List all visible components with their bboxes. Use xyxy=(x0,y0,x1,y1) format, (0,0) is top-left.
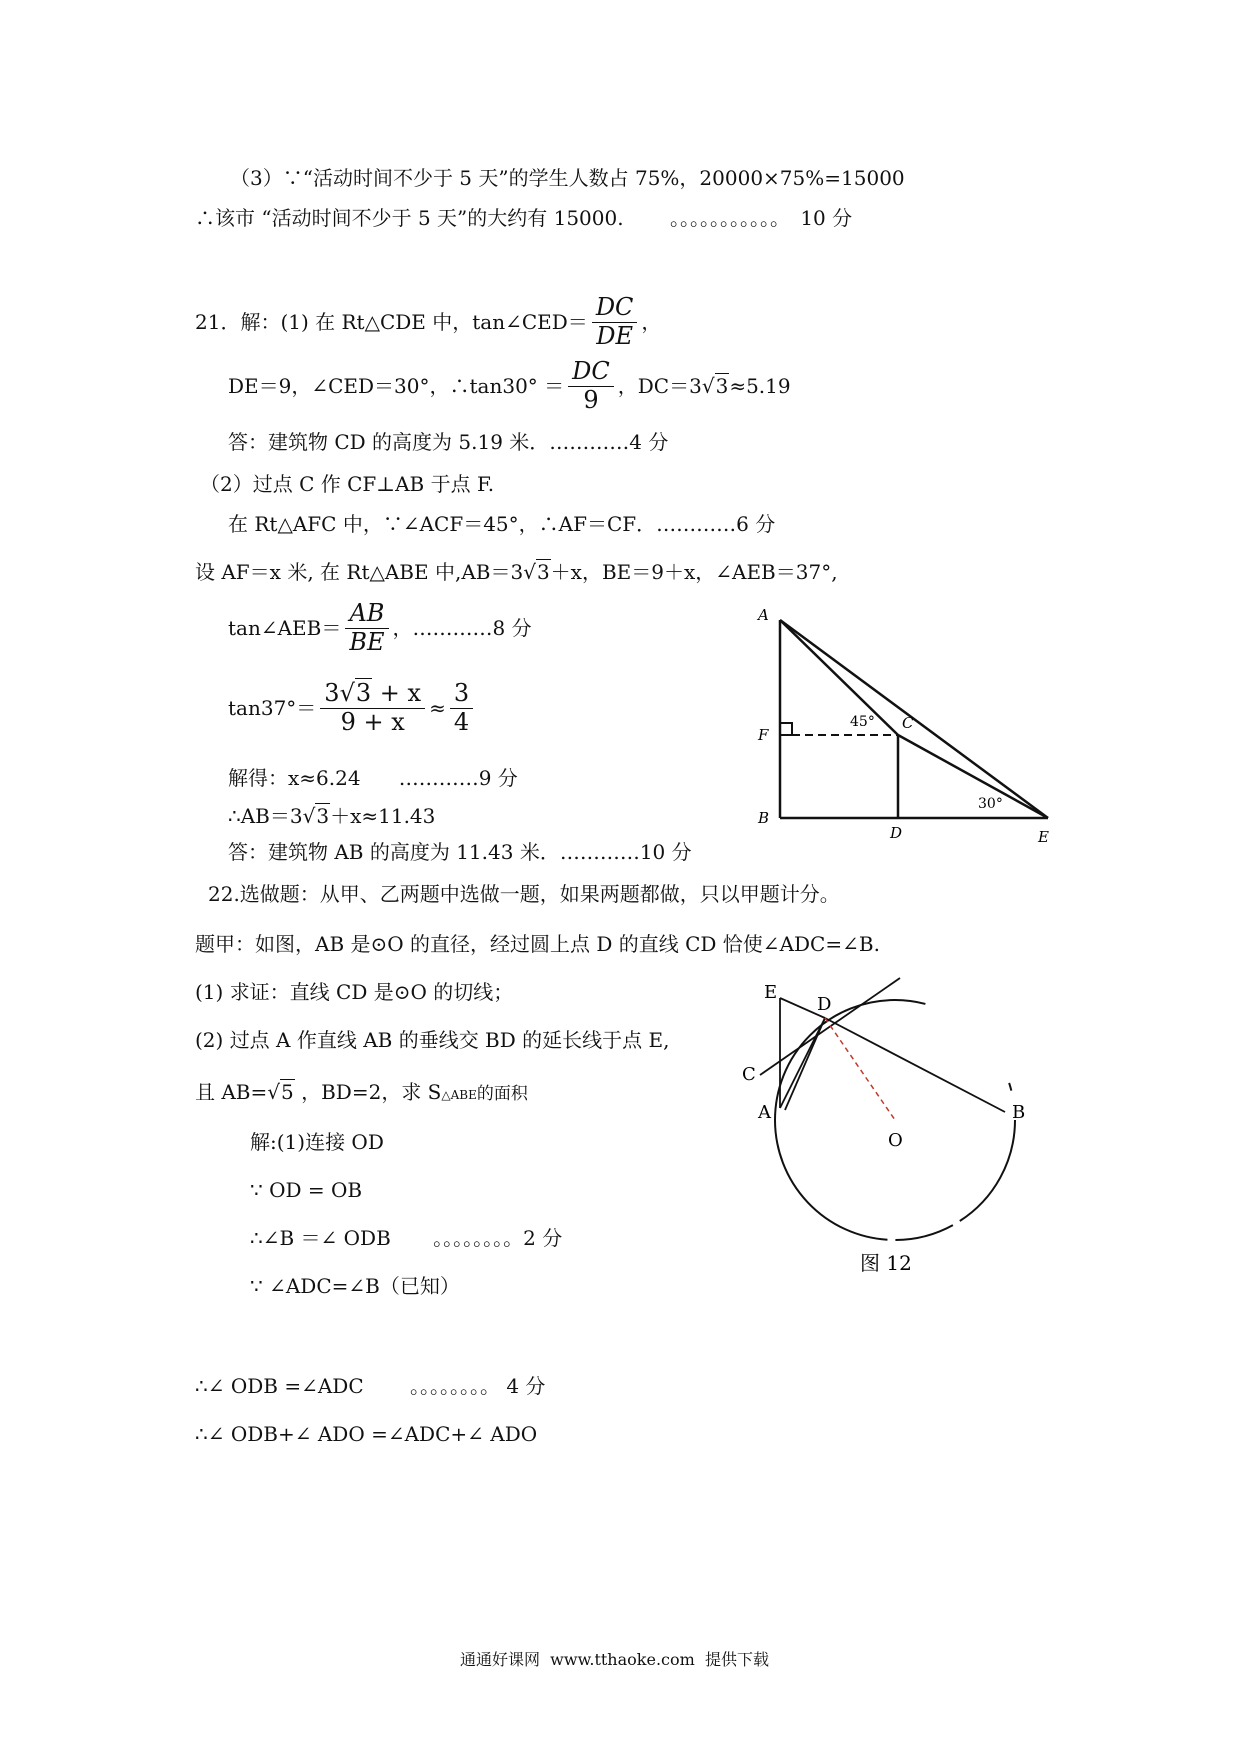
q21-line2-mid: ，DC＝3 xyxy=(617,374,702,399)
q22-intro: 22.选做题：从甲、乙两题中选做一题，如果两题都做，只以甲题计分。 xyxy=(208,882,840,906)
q21-label-c: C xyxy=(902,714,914,732)
q21-line1-pre: 21．解：(1) 在 Rt△CDE 中，tan∠CED＝ xyxy=(195,310,588,335)
q22-step6: ∴∠ ODB+∠ ADO =∠ADC+∠ ADO xyxy=(195,1422,538,1446)
q22-step5-text: ∴∠ ODB =∠ADC xyxy=(195,1374,364,1398)
part3-dots: 。。。。。。。。。。。 xyxy=(669,206,790,230)
q22-figure xyxy=(730,970,1050,1280)
q21-sqrt-3-a: √3 xyxy=(701,374,729,399)
q22-caption: 图 12 xyxy=(860,1251,912,1275)
q22-label-o: O xyxy=(888,1130,903,1151)
q21-line6-post: ＋x，BE＝9＋x，∠AEB＝37°, xyxy=(550,560,838,584)
q21-angle-30: 30° xyxy=(978,796,1003,812)
q22-sub3-mid: ，BD=2，求 S xyxy=(294,1080,442,1104)
q22-sub3-pre: 且 AB= xyxy=(195,1080,268,1104)
page-footer: 通通好课网 www.tthaoke.com 提供下载 xyxy=(460,1650,769,1669)
q22-sub3-post: 的面积 xyxy=(476,1084,528,1104)
q22-sqrt-5-rad: 5 xyxy=(281,1080,294,1104)
q21-sqrt-3-c-rad: 3 xyxy=(355,679,372,707)
q22-label-c: C xyxy=(742,1064,756,1085)
q22-label-e: E xyxy=(764,982,778,1003)
q21-line5: 在 Rt△AFC 中，∵∠ACF＝45°，∴AF＝CF．…………6 分 xyxy=(228,512,776,536)
q22-sub3 xyxy=(195,1082,528,1103)
q21-label-a: A xyxy=(758,606,769,624)
q22-step3 xyxy=(250,1228,562,1248)
q21-frac-dc-9-den: 9 xyxy=(583,385,599,414)
q22-step5 xyxy=(195,1376,545,1396)
q21-line-ce xyxy=(898,735,1048,818)
q21-frac-tan37-num xyxy=(320,680,425,709)
q21-sqrt-3-d: √3 xyxy=(302,804,330,828)
q21-line8-approx: ≈ xyxy=(429,696,446,721)
q21-line7-pre: tan∠AEB＝ xyxy=(228,616,342,641)
q22-sub1: (1) 求证：直线 CD 是⊙O 的切线； xyxy=(195,980,514,1004)
q22-line-od-dashed xyxy=(825,1018,895,1120)
q22-step3-text: ∴∠B ＝∠ ODB xyxy=(250,1226,391,1250)
q21-label-e: E xyxy=(1038,828,1049,846)
q21-right-angle-mark xyxy=(780,723,792,735)
q21-line6 xyxy=(195,562,838,582)
q21-line10 xyxy=(228,806,435,826)
q21-line9: 解得：x≈6.24 …………9 分 xyxy=(228,766,518,790)
q21-label-d: D xyxy=(890,824,903,842)
part3-line2-text: ∴该市 “活动时间不少于 5 天”的大约有 15000. xyxy=(195,206,624,230)
q21-label-f: F xyxy=(758,726,769,744)
q21-frac-tan37 xyxy=(320,680,425,736)
q21-frac-3-4-den: 4 xyxy=(453,707,470,736)
part3-score: 10 分 xyxy=(800,206,853,230)
q21-sqrt-3-a-rad: 3 xyxy=(715,374,729,399)
q21-frac-dc-de-den: DE xyxy=(596,321,633,350)
q22-step2: ∵ OD = OB xyxy=(250,1178,363,1202)
q21-line2 xyxy=(228,358,791,414)
q21-frac-ab-be xyxy=(345,600,388,656)
q21-sqrt-3-b-rad: 3 xyxy=(536,560,550,584)
q21-line2-post: ≈5.19 xyxy=(729,374,791,399)
q21-line3: 答：建筑物 CD 的高度为 5.19 米．…………4 分 xyxy=(228,430,669,454)
q22-sub3-sub: △ABE xyxy=(441,1088,477,1102)
q22-label-d: D xyxy=(817,994,832,1015)
part3-line2 xyxy=(195,208,852,228)
q21-frac-dc-9 xyxy=(568,358,614,414)
q21-line7 xyxy=(228,600,532,656)
q21-frac-dc-de xyxy=(592,294,638,350)
q21-frac-dc-9-num: DC xyxy=(568,358,614,387)
q21-line7-post: ，…………8 分 xyxy=(392,616,532,641)
q21-frac-3-4-num: 3 xyxy=(450,680,473,709)
q21-frac-tan37-num-b: + x xyxy=(372,679,422,707)
q21-sqrt-3-c: √3 xyxy=(339,679,372,707)
part3-line1: （3）∵“活动时间不少于 5 天”的学生人数占 75%，20000×75%=15000 xyxy=(230,166,905,190)
q21-sqrt-3-b: √3 xyxy=(523,560,550,584)
q21-frac-ab-be-den: BE xyxy=(349,627,385,656)
q21-line10-post: ＋x≈11.43 xyxy=(330,804,436,828)
q22-step5-dots: 。。。。。。。。 4 分 xyxy=(409,1374,546,1398)
q21-line-ae xyxy=(780,620,1048,818)
q21-line8-pre: tan37°＝ xyxy=(228,696,317,721)
q21-frac-ab-be-num: AB xyxy=(345,600,388,629)
q22-stem: 题甲：如图，AB 是⊙O 的直径，经过圆上点 D 的直线 CD 恰使∠ADC=∠B. xyxy=(195,932,880,956)
q22-sub2: (2) 过点 A 作直线 AB 的垂线交 BD 的延长线于点 E, xyxy=(195,1028,670,1052)
q21-line6-pre: 设 AF＝x 米, 在 Rt△ABE 中,AB＝3 xyxy=(195,560,524,584)
q21-angle-45: 45° xyxy=(850,714,875,730)
q21-line2-pre: DE＝9，∠CED＝30°，∴tan30° ＝ xyxy=(228,374,565,399)
q21-line11: 答：建筑物 AB 的高度为 11.43 米．…………10 分 xyxy=(228,840,692,864)
q22-label-a: A xyxy=(758,1102,771,1123)
q22-line-db xyxy=(825,1018,1005,1112)
q21-line1-post: ， xyxy=(641,310,662,335)
q22-step4: ∵ ∠ADC=∠B（已知） xyxy=(250,1274,460,1298)
q21-sqrt-3-d-rad: 3 xyxy=(316,804,330,828)
q22-step3-dots: 。。。。。。。。2 分 xyxy=(433,1226,563,1250)
q21-line10-pre: ∴AB＝3 xyxy=(228,804,303,828)
q22-sqrt-5: √5 xyxy=(267,1080,294,1104)
q21-frac-tan37-den: 9 + x xyxy=(340,707,405,736)
q22-label-b: B xyxy=(1012,1102,1026,1123)
q21-line4: （2）过点 C 作 CF⊥AB 于点 F. xyxy=(200,472,495,496)
q21-figure xyxy=(740,590,1070,850)
q22-step1: 解:(1)连接 OD xyxy=(250,1130,384,1154)
q21-frac-dc-de-num: DC xyxy=(592,294,638,323)
q22-line-ab-chord xyxy=(780,1018,825,1108)
q21-line1 xyxy=(195,294,661,350)
q21-frac-3-4 xyxy=(450,680,473,736)
q21-line-ac xyxy=(780,620,898,735)
q21-label-b: B xyxy=(758,809,770,827)
q21-frac-tan37-num-a: 3 xyxy=(324,679,340,707)
q21-line8 xyxy=(228,680,477,736)
